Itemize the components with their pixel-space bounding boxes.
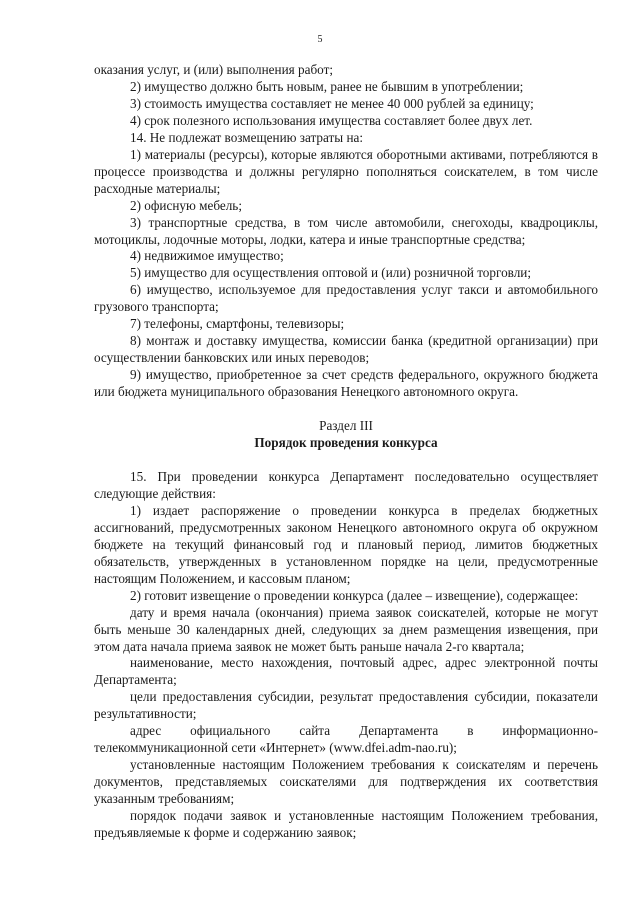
paragraph: 4) срок полезного использования имущества составляет более двух лет. bbox=[130, 112, 533, 128]
paragraph: 1) материалы (ресурсы), которые являются оборотными активами, потребляются в процессе производства и должны регулярно пополняться соискателем, в том числе расходные материалы; bbox=[94, 146, 598, 196]
section-spacer bbox=[94, 452, 598, 469]
document-body bbox=[94, 62, 598, 842]
paragraph: 3) транспортные средства, в том числе автомобили, снегоходы, квадроциклы, мотоциклы, лодочные моторы, лодки, катера и иные транспортные средства; bbox=[94, 214, 598, 247]
paragraph: установленные настоящим Положением требования к соискателям и перечень документов, представляемых соискателями для подтверждения их соответствия указанным требованиям; bbox=[94, 757, 598, 807]
paragraph: 9) имущество, приобретенное за счет средств федерального, окружного бюджета или бюджета муниципального образования Ненецкого автономного округа. bbox=[94, 367, 598, 400]
paragraphs-top bbox=[94, 62, 598, 401]
paragraph: 2) готовит извещение о проведении конкурса (далее – извещение), содержащее: bbox=[130, 587, 579, 603]
paragraph: адрес официального сайта Департамента в информационно-телекоммуникационной сети «Интернет» (www.dfei.adm-nao.ru); bbox=[94, 723, 598, 756]
paragraph: 4) недвижимое имущество; bbox=[130, 248, 284, 264]
paragraph: 7) телефоны, смартфоны, телевизоры; bbox=[130, 316, 345, 332]
paragraph: 14. Не подлежат возмещению затраты на: bbox=[130, 129, 364, 145]
paragraph: 15. При проведении конкурса Департамент последовательно осуществляет следующие действия: bbox=[94, 468, 598, 501]
paragraph: наименование, место нахождения, почтовый адрес, адрес электронной почты Департамента; bbox=[94, 655, 598, 688]
paragraph: 6) имущество, используемое для предоставления услуг такси и автомобильного грузового транспорта; bbox=[94, 282, 598, 315]
paragraph: 2) офисную мебель; bbox=[130, 197, 242, 213]
page-number: 5 bbox=[317, 34, 323, 45]
paragraphs-bottom bbox=[94, 469, 598, 842]
section-title: Порядок проведения конкурса bbox=[254, 435, 438, 451]
paragraph: 1) издает распоряжение о проведении конкурса в пределах бюджетных ассигнований, предусмотренных законом Ненецкого автономного округа об окружном бюджете на текущий финансовый год и плановый период, лимитов бюджетных обязательств, утвержденных в установленном порядке на цели, предусмотренные настоящим Положением, и кассовым планом; bbox=[94, 502, 598, 586]
paragraph: 2) имущество должно быть новым, ранее не бывшим в употреблении; bbox=[130, 78, 524, 94]
paragraph: порядок подачи заявок и установленные настоящим Положением требования, предъявляемые к форме и содержанию заявок; bbox=[94, 808, 598, 840]
paragraph: оказания услуг, и (или) выполнения работ; bbox=[94, 62, 333, 77]
paragraph: дату и время начала (окончания) приема заявок соискателей, которые не могут быть меньше 30 календарных дней, следующих за днем размещения извещения, при этом дата начала приема заявок не может быть раньше начала 2-го квартала; bbox=[94, 604, 598, 654]
paragraph: цели предоставления субсидии, результат предоставления субсидии, показатели результативности; bbox=[94, 689, 598, 722]
paragraph: 5) имущество для осуществления оптовой и (или) розничной торговли; bbox=[130, 265, 532, 281]
paragraph: 3) стоимость имущества составляет не менее 40 000 рублей за единицу; bbox=[130, 95, 534, 111]
paragraph: 8) монтаж и доставку имущества, комиссии банка (кредитной организации) при осуществлении банковских или иных переводов; bbox=[94, 333, 598, 366]
section-label: Раздел III bbox=[319, 418, 373, 434]
